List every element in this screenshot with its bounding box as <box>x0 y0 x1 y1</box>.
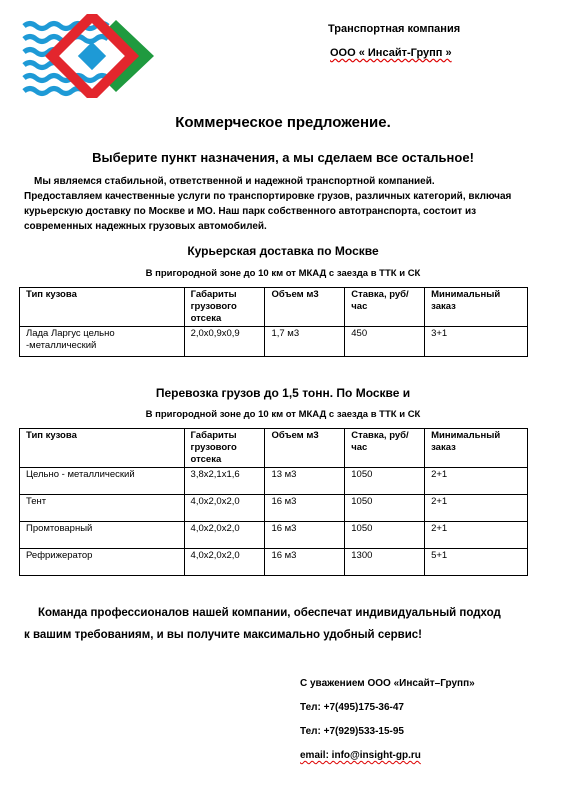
header-cell: Тип кузова <box>20 429 185 468</box>
cell-volume: 16 м3 <box>265 495 345 522</box>
courier-table <box>19 287 528 357</box>
company-type: Транспортная компания <box>328 23 461 35</box>
cell-dimensions: 4,0х2,0х2,0 <box>184 549 265 576</box>
section2-subtitle: В пригородной зоне до 10 км от МКАД с заезда в ТТК и СК <box>145 409 421 420</box>
cell-body-type: Тент <box>20 495 185 522</box>
contacts-block <box>300 672 475 768</box>
header-cell: Минимальный заказ <box>425 429 528 468</box>
intro-line: курьерскую доставку по Москве и МО. Наш парк собственного автотранспорта, состоит из <box>24 206 477 217</box>
closing-line: Команда профессионалов нашей компании, обеспечат индивидуальный подход <box>38 607 501 619</box>
cell-body-type: Рефрижератор <box>20 549 185 576</box>
cell-body-type: Промтоварный <box>20 522 185 549</box>
table-row <box>20 495 528 522</box>
cell-volume: 16 м3 <box>265 522 345 549</box>
cell-dimensions: 4,0х2,0х2,0 <box>184 522 265 549</box>
cell-dimensions: 3,8х2,1х1,6 <box>184 468 265 495</box>
header-cell: Минимальный заказ <box>425 288 528 327</box>
cell-rate: 1050 <box>345 468 425 495</box>
cell-body-type: Лада Ларгус цельно -металлический <box>20 327 185 357</box>
cell-dimensions: 2,0х0,9х0,9 <box>184 327 265 357</box>
section2-title: Перевозка грузов до 1,5 тонн. По Москве и <box>155 386 411 400</box>
email-link[interactable]: email: info@insight-gp.ru <box>300 750 421 761</box>
phone-1: Тел: +7(495)175-36-47 <box>300 702 404 713</box>
company-name: ООО « Инсайт-Групп » <box>330 47 452 59</box>
intro-line: Мы являемся стабильной, ответственной и надежной транспортной компанией. <box>34 176 435 187</box>
table-row <box>20 549 528 576</box>
cell-volume: 16 м3 <box>265 549 345 576</box>
cell-min-order: 2+1 <box>425 495 528 522</box>
header-cell: Объем м3 <box>265 288 345 327</box>
table-row <box>20 327 528 357</box>
closing-line: к вашим требованиям, и вы получите максимально удобный сервис! <box>24 629 423 641</box>
closing-paragraph <box>24 602 544 646</box>
header-cell: Габариты грузового отсека <box>184 429 265 468</box>
company-logo <box>22 14 162 98</box>
section1-title: Курьерская доставка по Москве <box>187 244 379 258</box>
cell-body-type: Цельно - металлический <box>20 468 185 495</box>
table-row <box>20 522 528 549</box>
cell-rate: 1300 <box>345 549 425 576</box>
cell-rate: 1050 <box>345 495 425 522</box>
document-subtitle: Выберите пункт назначения, а мы сделаем все остальное! <box>92 150 474 165</box>
regards-text: С уважением ООО «Инсайт–Групп» <box>300 678 475 689</box>
table-header-row <box>20 288 528 327</box>
section1-subtitle: В пригородной зоне до 10 км от МКАД с заезда в ТТК и СК <box>145 268 421 279</box>
document-title: Коммерческое предложение. <box>175 114 391 131</box>
company-header <box>328 22 460 60</box>
phone-2: Тел: +7(929)533-15-95 <box>300 726 404 737</box>
cell-rate: 1050 <box>345 522 425 549</box>
header-cell: Объем м3 <box>265 429 345 468</box>
cell-volume: 1,7 м3 <box>265 327 345 357</box>
table-row <box>20 468 528 495</box>
cell-rate: 450 <box>345 327 425 357</box>
cell-min-order: 2+1 <box>425 468 528 495</box>
table-header-row <box>20 429 528 468</box>
header-cell: Ставка, руб/час <box>345 288 425 327</box>
cell-dimensions: 4,0х2,0х2,0 <box>184 495 265 522</box>
cell-min-order: 5+1 <box>425 549 528 576</box>
cell-min-order: 2+1 <box>425 522 528 549</box>
intro-line: Предоставляем качественные услуги по транспортировке грузов, различных категорий, включая <box>24 191 512 202</box>
cell-min-order: 3+1 <box>425 327 528 357</box>
header-cell: Ставка, руб/час <box>345 429 425 468</box>
header-cell: Тип кузова <box>20 288 185 327</box>
intro-paragraph <box>24 174 544 234</box>
cargo-table <box>19 428 528 576</box>
intro-line: современных надежных грузовых автомобилей. <box>24 221 267 232</box>
header-cell: Габариты грузового отсека <box>184 288 265 327</box>
cell-volume: 13 м3 <box>265 468 345 495</box>
